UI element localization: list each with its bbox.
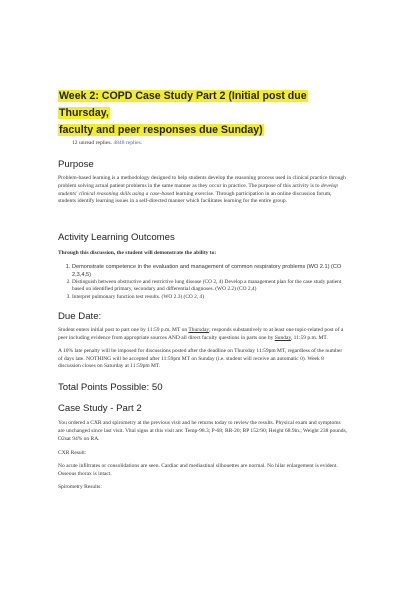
cxr-result-text: No acute infiltrates or consolidations are seen. Cardiac and mediastinal silhouettes are normal. No hilar enlargement is evident. Osseous thorax is intact. (58, 463, 338, 478)
due-thursday: Thursday (188, 327, 210, 334)
due-date-text (58, 327, 348, 343)
case-study-text: You ordered a CXR and spirometry at the previous visit and he returns today to review the results. Physical exam and symptoms are unchanged since last visit. Vital signs at this visit are: Temp-98.3; P-68; RR-20; BP 152/90; Height 68.9in.; Weight 238 pounds, O2sat 94% on RA. (58, 420, 348, 442)
total-replies-link[interactable]: 4848 replies. (113, 140, 143, 146)
purpose-text (58, 175, 348, 206)
due-sunday: Sunday (274, 335, 291, 342)
total-points-heading: Total Points Possible: 50 (58, 382, 163, 394)
purpose-text-end: learning exercise. Through participation in an online discussion forum, students identify learning issues in a self-directed manner which facilitates learning for the entire group. (58, 190, 332, 205)
due-date-heading: Due Date: (58, 311, 102, 323)
cxr-result-label: CXR Result: (58, 449, 87, 456)
purpose-text-start: Problem-based learning is a methodology designed to help students develop the reasoning process used in clinical practice through problem solving actual patient problems in the same manner as they occur in practice. The purpose of this activity is to (58, 175, 346, 189)
unread-replies[interactable]: 12 unread replies. (72, 140, 112, 146)
purpose-heading: Purpose (58, 159, 94, 170)
late-penalty-text: A 10% late penalty will be imposed for discussions posted after the deadline on Thursday 11:59pm MT, regardless of the number of days late. NOTHING will be accepted after 11:59pm MT on Sunday (i.e. student will receive an automatic 0). Week 8 discussion closes on Saturday at 11:59pm MT. (58, 347, 343, 370)
due-text-c: , 11:59 p.m. MT. (290, 335, 328, 342)
due-text-b: ; responds substantively to at least one topic-related post of a peer including evidence from appropriate sources AND all direct faculty questions in parts one by (58, 327, 344, 342)
outcome-item: 1. Demonstrate competence in the evaluation and management of common respiratory problems (WO 2.1) (CO 2,3,4,5) (72, 264, 348, 279)
outcomes-heading: Activity Learning Outcomes (58, 232, 175, 244)
outcome-item: 2. Distinguish between obstructive and restrictive lung disease (CO 2, 4) Develop a management plan for the case study patient based on identified primary, secondary and differential diagnoses. (WO 2.2) (CO 2,4) (72, 279, 348, 294)
outcome-item: 3. Interpret pulmonary function test results. (WO 2.3) (CO 2, 4) (72, 294, 348, 301)
spirometry-label: Spirometry Results: (58, 483, 102, 490)
case-study-heading: Case Study - Part 2 (58, 403, 142, 415)
purpose-text-emphasis: develop students' clinical reasoning skills using a case-based (58, 182, 339, 197)
outcomes-list (58, 264, 348, 301)
title-line-1: Week 2: COPD Case Study Part 2 (Initial post due Thursday, (59, 90, 307, 119)
due-text-a: Student enters initial post to part one by 11:59 p.m. MT on (58, 327, 189, 334)
reply-counts (72, 140, 348, 146)
title-line-2: faculty and peer responses due Sunday) (59, 124, 263, 136)
page-title (58, 88, 348, 139)
outcomes-lead: Through this discussion, the student will demonstrate the ability to: (58, 250, 217, 257)
